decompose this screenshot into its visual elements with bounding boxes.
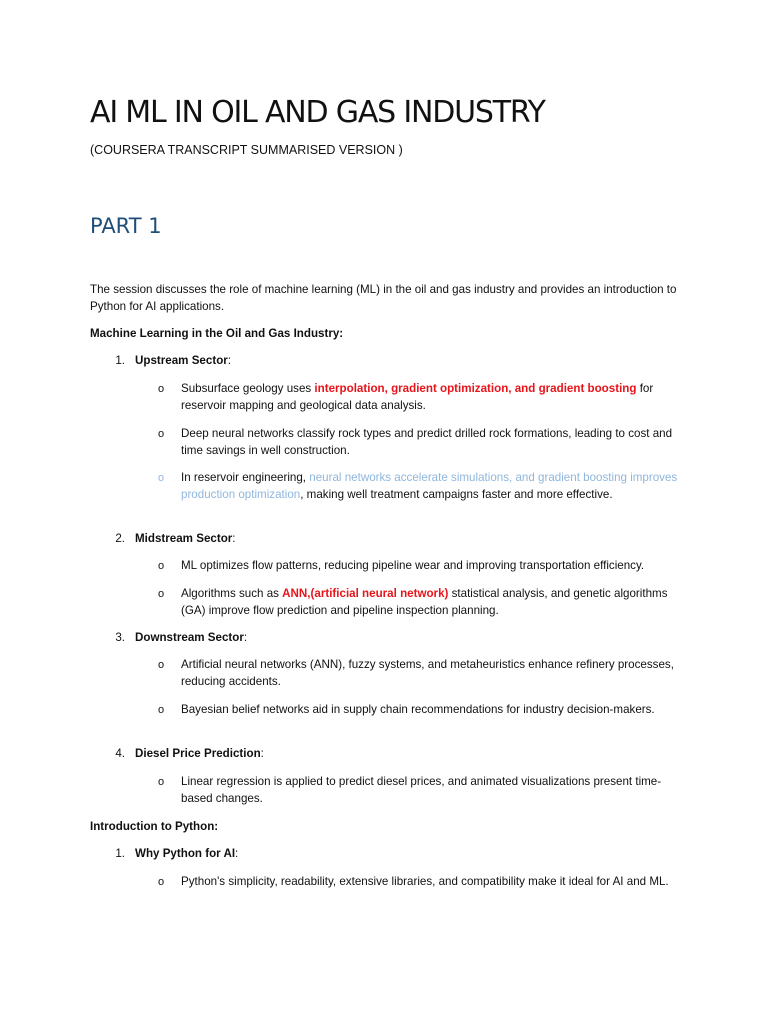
bullet-text: Algorithms such as	[181, 587, 283, 600]
bullet-text: Subsurface geology uses	[181, 382, 315, 395]
highlight-text: neural networks accelerate simulations, and gradient boosting improves production optimization	[181, 471, 678, 501]
bullet-marker-icon: o	[158, 876, 165, 888]
item-colon: :	[243, 631, 248, 644]
bullet-marker-icon: o	[158, 659, 165, 671]
highlight-text: ANN,(artificial neural network)	[282, 587, 449, 600]
bullet-text: ML optimizes flow patterns, reducing pipeline wear and improving transportation efficiency.	[181, 559, 645, 572]
item-label: Midstream Sector	[135, 532, 233, 545]
bullet-marker-icon: o	[158, 588, 165, 600]
item-label: Downstream Sector	[135, 631, 244, 644]
item-number: 4.	[115, 747, 125, 760]
bullet-marker-icon: o	[158, 704, 165, 716]
item-colon: :	[235, 847, 239, 860]
item-number: 3.	[115, 631, 125, 644]
item-number: 2.	[115, 532, 125, 545]
document-subtitle: (COURSERA TRANSCRIPT SUMMARISED VERSION )	[90, 143, 403, 157]
bullet-marker-icon: o	[158, 383, 165, 395]
item-colon: :	[260, 747, 264, 760]
bullet-text: Python's simplicity, readability, extensive libraries, and compatibility make it ideal for AI and ML.	[181, 875, 669, 888]
bullet-text: statistical analysis, and genetic algorithms (GA) improve flow prediction and pipeline inspection planning.	[181, 587, 668, 617]
bullet-marker-icon: o	[158, 560, 165, 572]
bullet-marker-icon: o	[158, 776, 165, 788]
item-label: Why Python for AI	[135, 847, 236, 860]
numbered-item-diesel	[90, 746, 264, 763]
section-heading-python: Introduction to Python:	[90, 820, 219, 833]
bullet-text: Artificial neural networks (ANN), fuzzy systems, and metaheuristics enhance refinery processes, reducing accidents.	[181, 658, 674, 688]
bullet-text: for reservoir mapping and geological data analysis.	[181, 382, 654, 412]
part-heading: PART 1	[90, 214, 162, 238]
item-colon: :	[232, 532, 236, 545]
bullet-marker-icon: o	[158, 472, 165, 484]
highlight-text: interpolation, gradient optimization, and gradient boosting	[314, 382, 637, 395]
item-number: 1.	[115, 354, 125, 367]
numbered-item-downstream	[90, 630, 247, 647]
intro-paragraph: The session discusses the role of machine learning (ML) in the oil and gas industry and provides an introduction to Python for AI applications.	[90, 283, 677, 313]
bullet-text: In reservoir engineering,	[181, 471, 310, 484]
document-title: AI ML IN OIL AND GAS INDUSTRY	[90, 95, 545, 130]
numbered-item-midstream	[90, 531, 236, 548]
bullet-text: , making well treatment campaigns faster and more effective.	[300, 487, 613, 501]
item-label: Diesel Price Prediction	[135, 747, 261, 760]
bullet-text: Deep neural networks classify rock types and predict drilled rock formations, leading to cost and time savings in well construction.	[181, 427, 673, 457]
item-colon: :	[227, 354, 232, 367]
section-heading-ml: Machine Learning in the Oil and Gas Industry:	[90, 327, 344, 340]
numbered-item-why-python	[90, 846, 238, 863]
bullet-marker-icon: o	[158, 428, 165, 440]
bullet-text: Linear regression is applied to predict diesel prices, and animated visualizations present time-based changes.	[181, 775, 662, 805]
numbered-item-upstream	[90, 353, 231, 370]
item-number: 1.	[115, 847, 125, 860]
item-label: Upstream Sector	[135, 354, 228, 367]
bullet-text: Bayesian belief networks aid in supply chain recommendations for industry decision-makers.	[181, 703, 655, 716]
